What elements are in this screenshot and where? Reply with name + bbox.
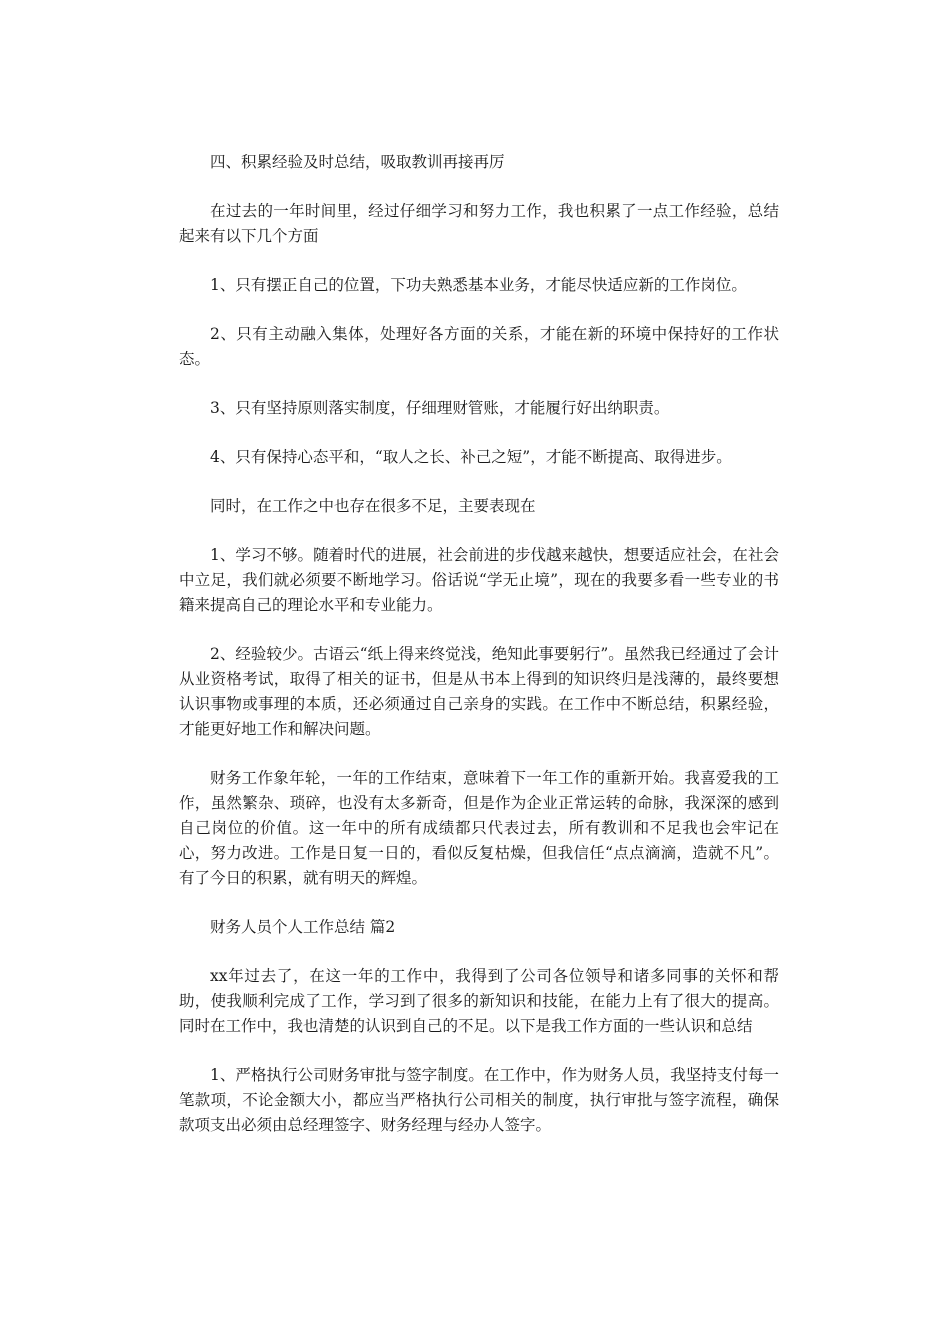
- paragraph-conclusion: 财务工作象年轮，一年的工作结束，意味着下一年工作的重新开始。我喜爱我的工作，虽然繁杂、琐碎，也没有太多新奇，但是作为企业正常运转的命脉，我深深的感到自己岗位的价值。这一年中的所有成绩都只代表过去，所有教训和不足我也会牢记在心，努力改进。工作是日复一日的，看似反复枯燥，但我信任“点点滴滴，造就不凡”。有了今日的积累，就有明天的辉煌。: [179, 769, 779, 887]
- list-item-experience-4: 4、只有保持心态平和，“取人之长、补己之短”，才能不断提高、取得进步。: [210, 448, 732, 466]
- list-item-shortcoming-1: 1、学习不够。随着时代的进展，社会前进的步伐越来越快，想要适应社会，在社会中立足，我们就必须要不断地学习。俗话说“学无止境”，现在的我要多看一些专业的书籍来提高自己的理论水平和专业能力。: [179, 546, 779, 614]
- paragraph-experience-intro: 在过去的一年时间里，经过仔细学习和努力工作，我也积累了一点工作经验，总结起来有以下几个方面: [179, 202, 779, 245]
- paragraph-part-2-intro: xx年过去了，在这一年的工作中，我得到了公司各位领导和诸多同事的关怀和帮助，使我顺利完成了工作，学习到了很多的新知识和技能，在能力上有了很大的提高。同时在工作中，我也清楚的认识到自己的不足。以下是我工作方面的一些认识和总结: [179, 967, 779, 1035]
- section-heading-4: 四、积累经验及时总结，吸取教训再接再厉: [210, 153, 505, 171]
- list-item-experience-3: 3、只有坚持原则落实制度，仔细理财管账，才能履行好出纳职责。: [210, 399, 670, 417]
- list-item-part-2-1: 1、严格执行公司财务审批与签字制度。在工作中，作为财务人员，我坚持支付每一笔款项，不论金额大小，都应当严格执行公司相关的制度，执行审批与签字流程，确保款项支出必须由总经理签字、财务经理与经办人签字。: [179, 1066, 779, 1134]
- list-item-experience-1: 1、只有摆正自己的位置，下功夫熟悉基本业务，才能尽快适应新的工作岗位。: [210, 276, 747, 294]
- list-item-shortcoming-2: 2、经验较少。古语云“纸上得来终觉浅，绝知此事要躬行”。虽然我已经通过了会计从业资格考试，取得了相关的证书，但是从书本上得到的知识终归是浅薄的，最终要想认识事物或事理的本质，还必须通过自己亲身的实践。在工作中不断总结，积累经验，才能更好地工作和解决问题。: [179, 645, 779, 738]
- article-title-part-2: 财务人员个人工作总结 篇2: [210, 918, 396, 936]
- document-body: [179, 150, 779, 1162]
- list-item-experience-2: 2、只有主动融入集体，处理好各方面的关系，才能在新的环境中保持好的工作状态。: [179, 325, 779, 368]
- paragraph-shortcomings-intro: 同时，在工作之中也存在很多不足，主要表现在: [210, 497, 536, 515]
